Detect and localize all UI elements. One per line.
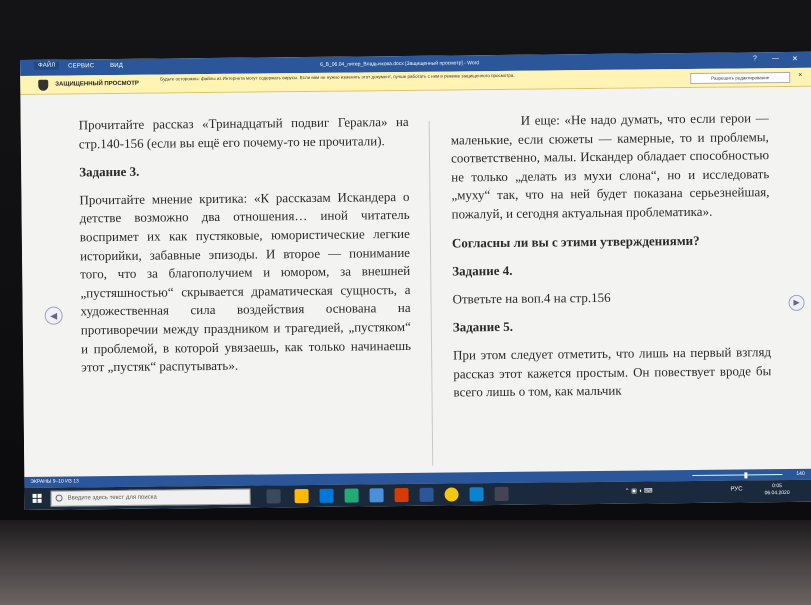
input-language[interactable]: РУС	[730, 486, 743, 493]
quote-paragraph: И еще: «Не надо думать, что если герои — маленькие, если сюжеты — камерные, то и проблемы, соответственно, малы. Искандер обладает способностью не только „делать из мухи слона“, но и исследовать „муху“ так, что на ней будет показана серьезнейшая, пожалуй, и сегодня актуальная проблематика».	[450, 110, 770, 222]
system-clock[interactable]	[764, 483, 789, 497]
help-button[interactable]: ?	[752, 55, 757, 63]
tray-icons[interactable]: ⌃ ▣ ◖ ⌨	[624, 488, 653, 495]
task5-heading: Задание 5.	[452, 319, 514, 335]
screen	[20, 52, 811, 510]
tab-view[interactable]: ВИД	[110, 62, 124, 70]
previous-screen-button[interactable]	[45, 307, 63, 325]
taskbar-search-input[interactable]	[51, 489, 251, 507]
tab-file[interactable]: ФАЙЛ	[34, 62, 60, 70]
photos-icon[interactable]	[370, 488, 384, 502]
task4-paragraph: Ответьте на воп.4 на стр.156	[452, 289, 611, 307]
task5-paragraph: При этом следует отметить, что лишь на первый взгляд рассказ этот кажется простым. Он повествует вроде бы всего лишь о том, как мальчик	[453, 344, 772, 400]
laptop-chassis	[0, 520, 811, 605]
task3-paragraph: Прочитайте мнение критика: «К рассказам Искандера о детстве возможно два отношения… иной читатель воспримет их как пустяковые, юмористические легкие историйки, забавные эпизоды. И второе — понимание того, что за благополучием и юмором, за внешней „пустяшностью“ скрывается драматическая сущность, а художественная сила воздействия основана на противоречии между праздником и трагедией, „пустяком“ и проблемой, в которой увязаешь, как только начинаешь этот „пустяк“ распутывать».	[79, 188, 412, 375]
file-explorer-icon[interactable]	[295, 489, 309, 503]
protected-view-label: ЗАЩИЩЕННЫЙ ПРОСМОТР	[55, 80, 139, 88]
next-screen-button[interactable]	[789, 295, 805, 311]
tab-service[interactable]: СЕРВИС	[68, 63, 95, 70]
forward-arrow-icon: ▶	[793, 297, 800, 307]
store-icon[interactable]	[345, 488, 359, 502]
search-icon	[56, 495, 63, 502]
page-counter: ЭКРАНЫ 9–10 ИЗ 13	[30, 478, 79, 485]
windows-start-icon[interactable]	[33, 494, 43, 504]
clock-time: 0:05	[772, 483, 782, 490]
zoom-slider[interactable]	[674, 472, 794, 478]
right-column	[451, 109, 772, 409]
intro-paragraph: Прочитайте рассказ «Тринадцатый подвиг Геракла» на стр.140-156 (если вы ещё его почему-то не прочитали).	[78, 113, 409, 151]
clock-date: 06.04.2020	[764, 489, 790, 497]
column-divider	[429, 121, 434, 466]
document-title: 6_В_06.04_литер_Владычкова.docx [Защищенный просмотр] - Word	[320, 60, 480, 68]
zoom-knob[interactable]	[744, 472, 747, 478]
edge-icon[interactable]	[469, 487, 483, 501]
close-window-button[interactable]: ✕	[791, 55, 798, 63]
task3-heading: Задание 3.	[79, 163, 140, 180]
question-heading: Согласны ли вы с этими утверждениями?	[451, 232, 700, 251]
search-placeholder: Введите здесь текст для поиска	[67, 494, 157, 502]
protected-view-message: Будьте осторожны: файлы из Интернета могут содержать вирусы. Если вам не нужно изменять этот документ, лучше работать с ним в режиме защищенного просмотра.	[160, 72, 515, 82]
enable-editing-button[interactable]: Разрешить редактирование	[690, 72, 790, 84]
zoom-track	[692, 474, 782, 476]
word-icon[interactable]	[420, 488, 434, 502]
back-arrow-icon: ◀	[50, 310, 58, 321]
task4-heading: Задание 4.	[452, 263, 513, 279]
office-icon[interactable]	[395, 488, 409, 502]
yandex-browser-icon[interactable]	[445, 487, 459, 501]
shield-icon	[38, 80, 48, 91]
app-icon[interactable]	[494, 487, 508, 501]
zoom-level: 140	[796, 470, 805, 477]
minimize-button[interactable]: —	[771, 55, 780, 63]
left-column	[79, 113, 412, 384]
task-view-icon[interactable]	[267, 489, 281, 503]
mail-icon[interactable]	[320, 489, 334, 503]
document-area	[20, 87, 811, 477]
close-bar-button[interactable]: ×	[798, 71, 803, 79]
